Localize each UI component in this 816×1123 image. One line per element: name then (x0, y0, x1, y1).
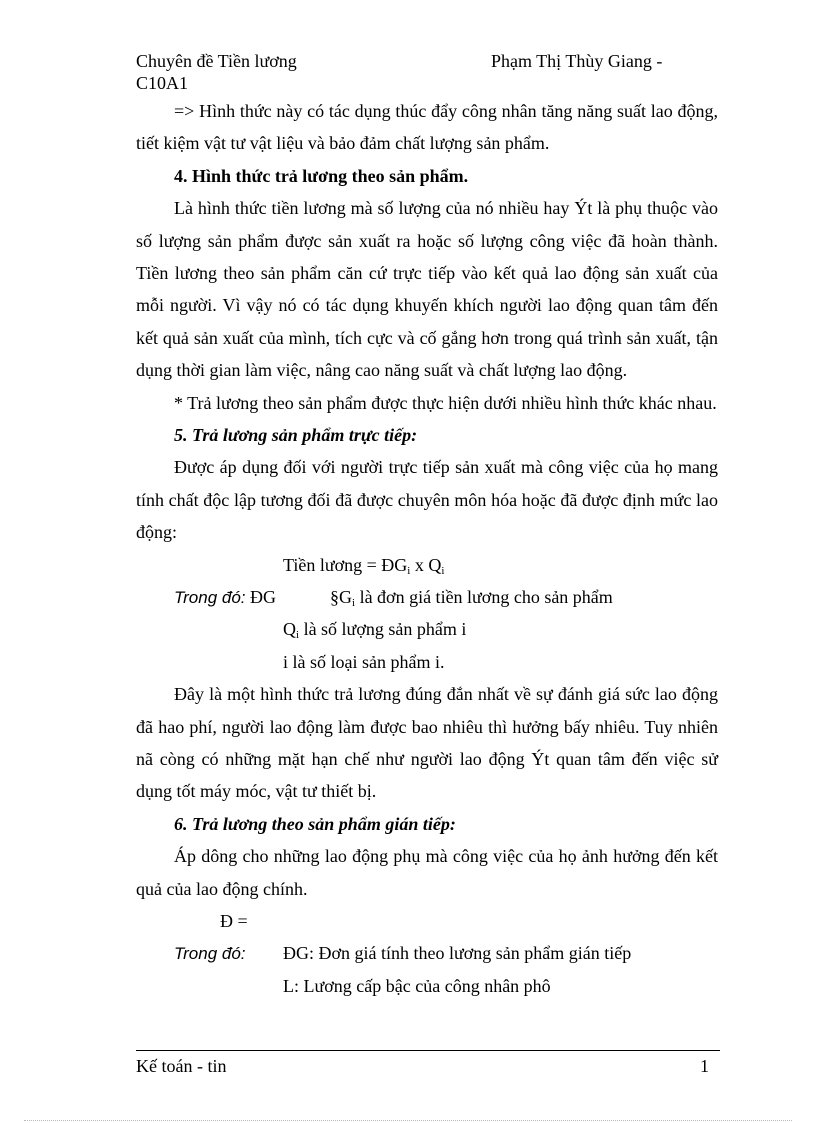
paragraph-conclusion: => Hình thức này có tác dụng thúc đẩy công nhân tăng năng suất lao động, tiết kiệm vật tư vật liệu và bảo đảm chất lượng sản phẩm. (136, 101, 718, 154)
definition-5: L: Lương cấp bậc của công nhân phô (283, 975, 551, 996)
formula-line (136, 549, 718, 581)
footer-divider (136, 1050, 720, 1051)
page-bottom-edge (24, 1120, 792, 1121)
paragraph-direct: Được áp dụng đối với người trực tiếp sản xuất mà công việc của họ mang tính chất độc lập tương đối đã được chuyên môn hóa hoặc đã được định mức lao động: (136, 457, 718, 543)
heading-5: 5. Trả lương sản phẩm trực tiếp: (174, 425, 418, 446)
heading-6: 6. Trả lương theo sản phẩm gián tiếp: (174, 813, 456, 834)
heading-4: 4. Hình thức trả lương theo sản phẩm. (174, 165, 469, 186)
page-number: 1 (700, 1056, 709, 1076)
paragraph-product-wage: Là hình thức tiền lương mà số lượng của nó nhiều hay Ýt là phụ thuộc vào số lượng sản phẩm được sản xuất ra hoặc số lượng công việc đã hoàn thành. Tiền lương theo sản phẩm căn cứ trực tiếp vào kết quả lao động sản xuất của mỗi người. Vì vậy nó có tác dụng khuyến khích người lao động quan tâm đến kết quả sản xuất của mình, tích cực và cố gắng hơn trong quá trình sản xuất, tận dụng thời gian làm việc, nâng cao năng suất và chất lượng lao động. (136, 198, 718, 381)
document-body (136, 95, 718, 1002)
definition-1: Trong đó: ĐG $\S G_i$ là đơn giá tiền lương cho sản phẩm (174, 587, 613, 610)
paragraph-indirect: Áp dông cho những lao động phụ mà công việc của họ ảnh hưởng đến kết quả của lao động chính. (136, 846, 718, 899)
definition-4: Trong đó: ĐG: Đơn giá tính theo lương sản phẩm gián tiếp (174, 943, 632, 964)
paragraph-evaluation: Đây là một hình thức trả lương đúng đắn nhất về sự đánh giá sức lao động đã hao phí, người lao động làm được bao nhiêu thì hưởng bấy nhiêu. Tuy nhiên nã còng có những mặt hạn chế như người lao động Ýt quan tâm đến việc sử dụng tốt máy móc, vật tư thiết bị. (136, 684, 718, 802)
trong-do-label: Trong đó: (174, 588, 246, 608)
header-class: C10A1 (136, 73, 189, 93)
formula2-line: Đ = (220, 911, 248, 932)
footer-label: Kế toán - tin (136, 1056, 227, 1076)
trong-do-label-2: Trong đó: (174, 944, 246, 964)
paragraph-note: * Trả lương theo sản phẩm được thực hiện dưới nhiều hình thức khác nhau. (174, 392, 717, 413)
header-title: Chuyên đề Tiền lương (136, 51, 297, 71)
definition-3: i là số loại sản phẩm i. (283, 651, 445, 672)
header-author: Phạm Thị Thùy Giang - (491, 51, 663, 71)
formula-wage: Tiền lương = $ĐG_i$ x $Q_i$ (283, 554, 445, 577)
definition-2: $Q_i$ là số lượng sản phẩm i (283, 619, 467, 642)
